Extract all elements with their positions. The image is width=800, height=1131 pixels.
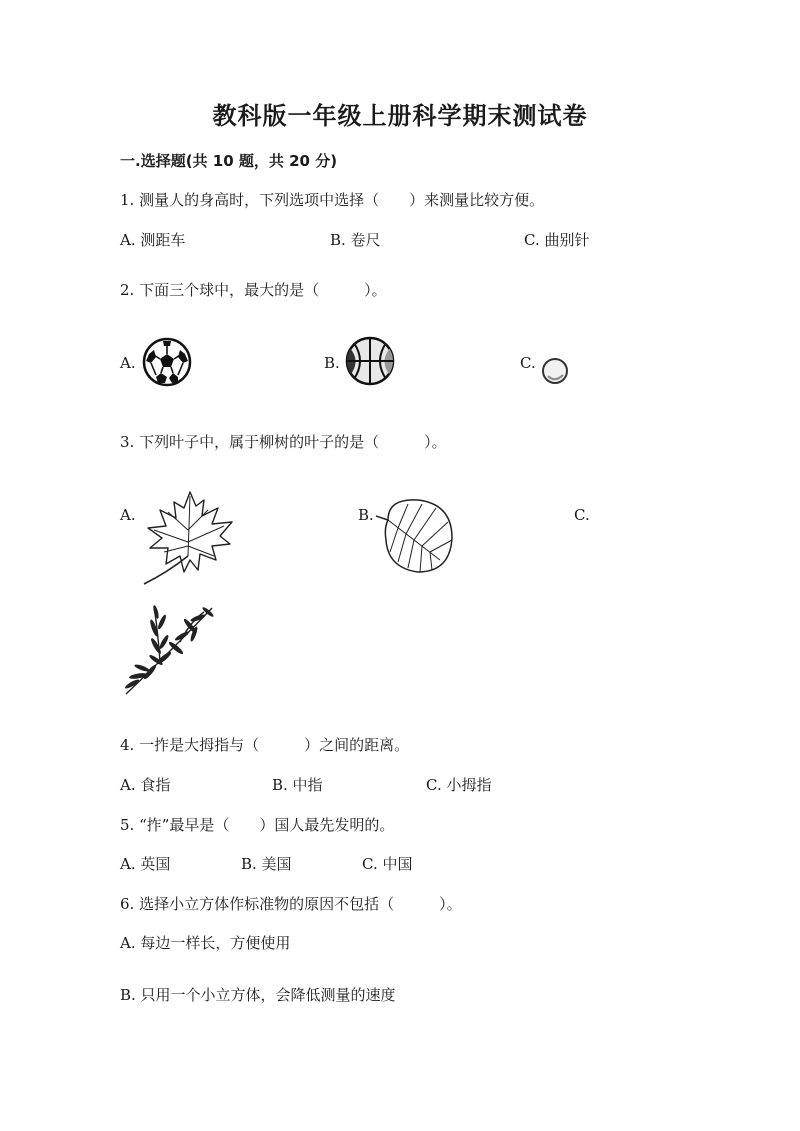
question-6-option-a: A. 每边一样长，方便使用 [120, 934, 291, 952]
question-5-option-c: C. 中国 [362, 855, 413, 873]
question-5-option-a: A. 英国 [120, 855, 171, 873]
question-2-option-a: A. [120, 354, 136, 372]
question-1-option-b: B. 卷尺 [330, 231, 381, 249]
question-5-option-b: B. 美国 [241, 855, 292, 873]
question-6-option-b: B. 只用一个小立方体，会降低测量的速度 [120, 986, 396, 1004]
question-1-option-c: C. 曲别针 [524, 231, 590, 249]
maple-leaf-icon [138, 486, 238, 586]
question-3-option-b: B. [358, 506, 374, 524]
basketball-icon [344, 335, 396, 387]
question-4-option-b: B. 中指 [272, 776, 323, 794]
question-3-option-a: A. [120, 506, 136, 524]
question-3-option-c: C. [574, 506, 590, 524]
page-title: 教科版一年级上册科学期末测试卷 [212, 102, 588, 130]
question-2-option-b: B. [324, 354, 340, 372]
section-heading: 一.选择题(共 10 题，共 20 分) [120, 152, 338, 170]
willow-leaves-icon [120, 602, 220, 700]
question-1-stem: 1. 测量人的身高时，下列选项中选择（ ）来测量比较方便。 [120, 191, 545, 209]
soccer-ball-icon [141, 337, 193, 387]
question-4-option-a: A. 食指 [120, 776, 171, 794]
small-ball-icon [540, 356, 570, 386]
question-6-stem: 6. 选择小立方体作标准物的原因不包括（ ）。 [120, 895, 462, 913]
question-2-stem: 2. 下面三个球中，最大的是（ ）。 [120, 281, 387, 299]
question-2-option-c: C. [520, 354, 536, 372]
question-1-option-a: A. 测距车 [120, 231, 186, 249]
question-5-stem: 5. “拃”最早是（ ）国人最先发明的。 [120, 816, 395, 834]
question-4-stem: 4. 一拃是大拇指与（ ）之间的距离。 [120, 736, 410, 754]
question-3-stem: 3. 下列叶子中，属于柳树的叶子的是（ ）。 [120, 433, 447, 451]
question-4-option-c: C. 小拇指 [426, 776, 492, 794]
round-leaf-icon [374, 494, 458, 576]
